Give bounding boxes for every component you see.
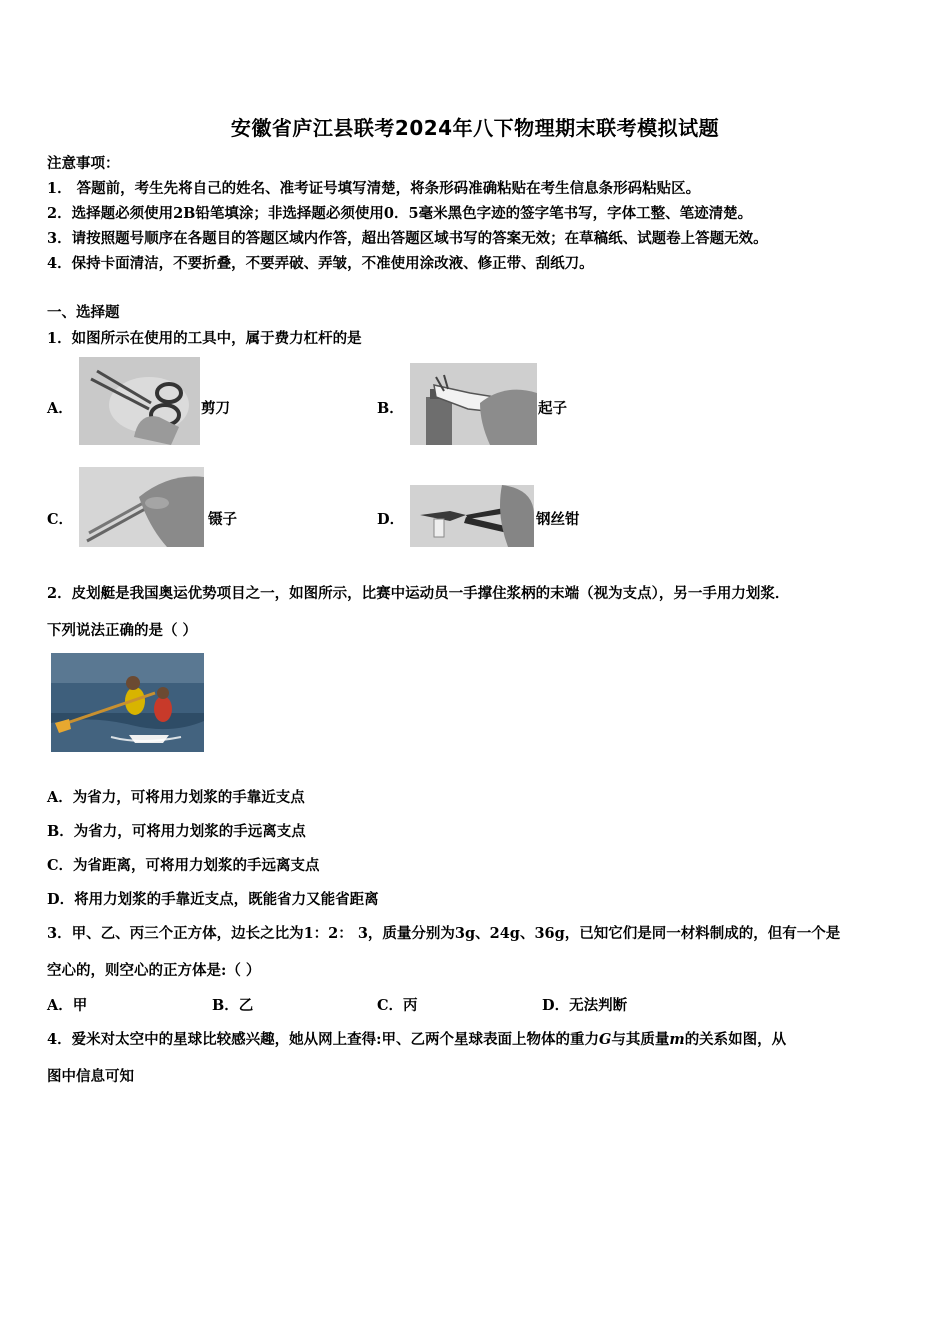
q3-option-d: D．无法判断 bbox=[542, 997, 628, 1014]
q1-option-a-letter: A． bbox=[47, 400, 73, 417]
q4-stem-part: 与其质量 bbox=[611, 1031, 670, 1048]
page-title: 安徽省庐江县联考2024年八下物理期末联考模拟试题 bbox=[230, 116, 720, 140]
notice-item: 3．请按照题号顺序在各题目的答题区域内作答，超出答题区域书写的答案无效；在草稿纸、试题卷上答题无效。 bbox=[47, 230, 768, 247]
q4-stem-line1 bbox=[47, 1028, 786, 1049]
q1-option-b-letter: B． bbox=[377, 400, 404, 417]
q2-stem-line2: 下列说法正确的是（ ） bbox=[47, 622, 198, 639]
pliers-image bbox=[410, 485, 534, 547]
q3-option-b: B．乙 bbox=[212, 997, 254, 1014]
section-heading: 一、选择题 bbox=[47, 304, 120, 321]
q2-option-b: B．为省力，可将用力划浆的手远离支点 bbox=[47, 823, 306, 840]
q3-option-c: C．丙 bbox=[377, 997, 418, 1014]
bottle-opener-image bbox=[410, 363, 537, 445]
q2-option-d: D．将用力划浆的手靠近支点，既能省力又能省距离 bbox=[47, 891, 379, 908]
q4-stem-part: 4．爱米对太空中的星球比较感兴趣，她从网上查得:甲、乙两个星球表面上物体的重力 bbox=[47, 1031, 599, 1048]
q4-stem-line2: 图中信息可知 bbox=[47, 1068, 134, 1085]
q1-option-d-label: 钢丝钳 bbox=[536, 511, 580, 528]
q1-option-c-letter: C． bbox=[47, 511, 74, 528]
notice-heading: 注意事项： bbox=[47, 155, 120, 172]
q3-stem-line2: 空心的，则空心的正方体是:（ ） bbox=[47, 962, 261, 979]
notice-item: 2．选择题必须使用2B铅笔填涂；非选择题必须使用0．5毫米黑色字迹的签字笔书写，字体工整、笔迹清楚。 bbox=[47, 205, 753, 222]
q3-stem-line1: 3．甲、乙、丙三个正方体，边长之比为1：2： 3，质量分别为3g、24g、36g，已知它们是同一材料制成的，但有一个是 bbox=[47, 925, 841, 942]
q2-stem-line1: 2．皮划艇是我国奥运优势项目之一，如图所示，比赛中运动员一手撑住浆柄的末端（视为支点），另一手用力划浆． bbox=[47, 585, 790, 602]
q3-option-a: A．甲 bbox=[47, 997, 88, 1014]
canoe-photo bbox=[51, 653, 204, 752]
tweezers-image bbox=[79, 467, 204, 547]
q2-option-c: C．为省距离，可将用力划浆的手远离支点 bbox=[47, 857, 320, 874]
notice-item: 4．保持卡面清洁，不要折叠，不要弄破、弄皱，不准使用涂改液、修正带、刮纸刀。 bbox=[47, 255, 594, 272]
q2-option-a: A．为省力，可将用力划浆的手靠近支点 bbox=[47, 789, 305, 806]
q1-option-c-label: 镊子 bbox=[208, 511, 237, 528]
q4-stem-part: 的关系如图，从 bbox=[684, 1031, 787, 1048]
var-m: m bbox=[669, 1031, 685, 1048]
var-g: G bbox=[598, 1031, 612, 1048]
q1-stem: 1．如图所示在使用的工具中，属于费力杠杆的是 bbox=[47, 330, 362, 347]
scissors-image bbox=[79, 357, 200, 445]
q1-option-a-label: 剪刀 bbox=[201, 400, 230, 417]
q1-option-d-letter: D． bbox=[377, 511, 405, 528]
q1-option-b-label: 起子 bbox=[538, 400, 567, 417]
notice-item: 1． 答题前，考生先将自己的姓名、准考证号填写清楚，将条形码准确粘贴在考生信息条形码粘贴区。 bbox=[47, 180, 701, 197]
